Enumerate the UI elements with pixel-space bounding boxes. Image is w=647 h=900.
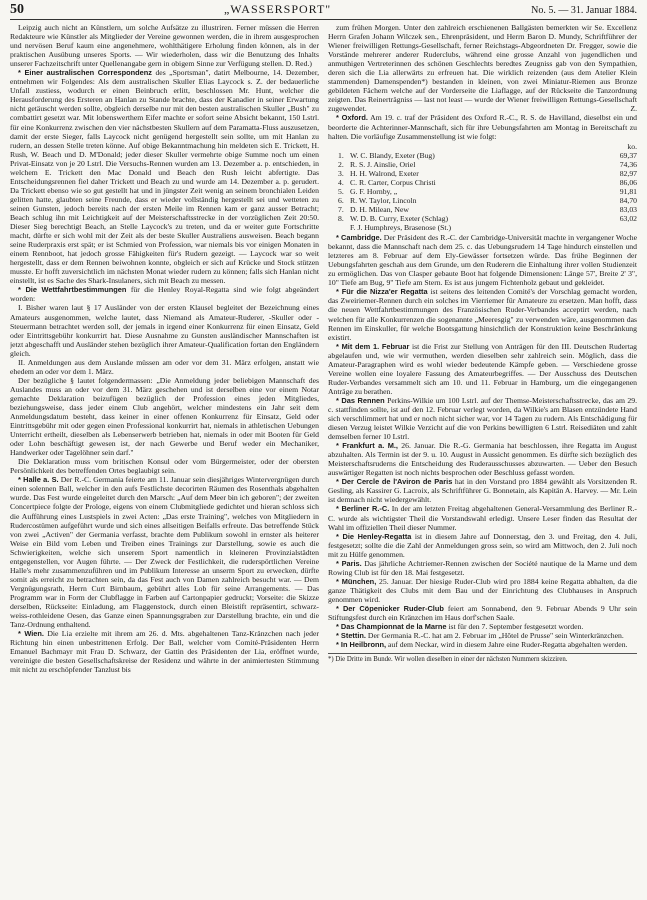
left-column [10,23,319,891]
crew-seat: 8. [338,213,344,223]
article-heading: * Halle a. S. [18,475,59,485]
crew-row [338,187,637,196]
article-text: ist die Frist zur Stellung von Anträgen für den III. Deutschen Rudertag abgelaufen und, wie wir vermuthen, werden dieselben sehr zahlreich sein. Möglich, dass die Amateur-Paragraphen wird es wohl wieder bedeutende Kämpfe geben. — Verschiedene grosse Vereine wollen eine loyalere Fassung des Amateurbegriffes. — Der Ausschuss des Deutschen Ruder-Verbandes versammelt sich am 10. und 11. Februar in Hamburg, um die eingegangenen Anträge zu berathen. [328,341,637,396]
crew-seat: 7. [338,204,344,214]
crew-seat: 3. [338,168,344,178]
article-heading: * Der Cercle de l'Aviron de Paris [336,477,453,487]
crew-seat: 5. [338,186,344,196]
crew-row [338,151,637,160]
crew-weight: 63,02 [619,213,637,223]
crew-seat: 1. [338,150,344,160]
article-heading: * Das Championnat de la Marne [336,622,447,632]
crew-row [338,178,637,187]
article-text: In der am letzten Freitag abgehaltenen General-Versammlung des Berliner R.-C. wurde als wichtigster Theil die Vorstandswahl erledigt. Unsere Leser finden das Resultat der Wahl im offiziellen Theil dieser Nummer. [328,504,637,532]
paragraph: Leipzig auch nicht an Künstlern, um solche Aufsätze zu illustriren. Ferner müssen die Herren Redakteure wie Künstler als Mitglieder der Vereine gewonnen werden, die in ihrem ausgesprochen und nervösen Beruf kaum eine angenehmere, wohlthätigere Erholung finden können, als in der praktischen Ausübung unseres Sports. — Wir wiederholen, dass wir die Benutzung des Inhalts unserer Fachzeitschrift unter Quellenangabe gern in obigem Sinne zur Verfügung stellen. D. Red.) [10,23,319,69]
article-rudertag [328,342,637,396]
article-text: Die Lia erzielte mit ihrem am 26. d. Mts. abgehaltenen Tanz-Kränzchen nach jeder Richtung hin einen unbestrittenen Erfolg. Der Ball, welcher vom Comité-Präsidenten Herrn Emanuel Bachmayr mit Frau D. Schwarz, der Gattin des Präsidenten der Lia, eröffnet wurde, vereinigte die besten Gesellschaftskreise der Residenz und währte in der animiertesten Stimmung mit nicht zu erschöpfender Tanzlust bis [10,629,319,675]
paragraph: Der bezügliche § lautet folgendermassen: „Die Anmeldung jeder beliebigen Mannschaft des Auslandes muss an oder vor dem 31. März geschehen und ist derselben eine vor einem Notar gemachte Deklaration beizufügen bezüglich der Profession eines jeden Mitgliedes, beziehungsweise, dass jeder einem Club angehört, welcher mindestens ein Jahr seit dem Anmeldungsdatum besteht, dass keiner in einer offenen Konkurrenz für Einsatz, Geld oder Eintrittsgebühr mit oder gegen einen Professional konkurrirt hat, niemals in athletischen Uebungen Unterricht ertheilt, dieselben als Lebenserwerb betrieben hat, niemals in oder mit Booten für Geld oder Lohn beschäftigt gewesen ist, der nach Gewerbe und Beruf weder ein Mechaniker, Handwerker oder Tagelöhner sein darf." [10,375,319,458]
article-heading: * Die Wettfahrtbestimmungen [18,285,127,295]
article-columns [10,23,637,891]
crew-name: R. W. Taylor, Lincoln [350,195,417,205]
crew-list [338,142,637,232]
crew-seat: 2. [338,159,344,169]
crew-weight: 83,03 [619,204,637,214]
paragraph: II. Anmeldungen aus dem Auslande müssen am oder vor dem 31. März erfolgen, anstatt wie ehedem an oder vor dem 1. März. [10,357,319,376]
article-heading: * Wien. [18,629,44,639]
article-coepenick [328,604,637,622]
article-wien [10,629,319,674]
article-text: hat in den Vorstand pro 1884 gewählt als Vorsitzenden R. Gesling, als Kassirer G. Lacroix, als Schriftführer G. Bonnetain, als Kapitän A. Harvey. — Mr. Lein ist demnach nicht wiedergewählt. [328,477,637,505]
article-text: zum frühen Morgen. Unter den zahlreich erschienenen Ballgästen bemerkten wir Se. Excellenz Herrn Grafen Johann Wilczek sen., Ehrenpräsident, und Herrn Baron D. Mundy, Schriftführer der Wiener freiwilligen Rettungs-Gesellschaft, ferner Reichstags-Abgeordneten Dr. Fregger, sowie die Vorstände mehrerer anderer Ruderclubs, während eine grosse Anzahl von jugendlichen und anmuthigen Vertreterinnen des schönen Geschlechts beredtes Zeugniss gab von den Sympathien, deren sich die Lia allerwärts zu erfreuen hat. Die wirklich reizenden (aus dem Atelier Klein stammenden) Damenspenden*) bestanden in kleinen, von zwei Miniatur-Riemen aus Bronze gebildeten Fächern welche auf der Vorderseite die Liaflagge, auf der Rückseite die Tanzordnung zeigten. Das Reinerträgniss — last not least — wurde der Wiener freiwilligen Rettungs-Gesellschaft zugewendet. [328,23,637,114]
crew-weight: 74,36 [619,159,637,169]
article-text: ist in diesem Jahre auf Donnerstag, den 3. und Freitag, den 4. Juli, festgesetzt; sollte die die Zahl der Anmeldungen gross sein, so wird am Mittwoch, den 2. Juli noch mit zu Hülfe genommen. [328,531,637,559]
weight-unit: ko. [627,141,637,151]
article-heading: * Cambridge. [336,233,382,243]
article-text: 25. Januar. Der hiesige Ruder-Club wird pro 1884 keine Regatta abhalten, da die ganze Thätigkeit des Clubs mit dem Bau und der Einrichtung des Clubhauses in Anspruch genommen wird. [328,576,637,604]
right-column [328,23,637,891]
crew-weight: 84,70 [619,195,637,205]
article-heading: * Das Rennen [336,395,385,405]
crew-name: W. C. Blandy, Exeter (Bug) [350,150,435,160]
crew-weight: 86,06 [619,177,637,187]
footnote: *) Die Dritte im Bunde. Wir wollen dieselben in einer der nächsten Nummern skizziren. [328,653,637,664]
page-header [10,2,637,20]
article-text: Der Germania R.-C. hat am 2. Februar im „Hôtel de Prusse" sein Winterkränzchen. [367,631,624,641]
article-heading: * Der Cöpenicker Ruder-Club [336,604,444,613]
article-cercle-paris [328,477,637,504]
article-heading: * Oxford. [336,113,368,123]
crew-weight: 82,97 [619,168,637,178]
article-text: Der R.-C. Germania feierte am 11. Januar sein diesjähriges Wintervergnügen durch einen solennen Ball, welcher in den aufs Festlichste decorirten Räumen des Rosenthals abgehalten wurde. Das Fest wurde eingeleitet durch den Marsch: „Auf dem Meer bin ich geboren"; der zweiten Concertpiece folgte der Prologe, eigens von einem Clubmitgliede gedichtet und hieran schloss sich die Aufführung eines Lustspiels in zwei Acten: „Das erste Training", welches von Mitgliedern in Rudercostümen aufgeführt wurde und sich eines allseitigen Beifalls erfreute. Das betreffende Stück von zwei „Activen" der Germania verfasst, brachte dem Publikum sowohl in ernster als heiterer Weise ein Bild vom Leben und Treiben eines Trainings zur Darstellung, sowie es auch die Schwierigkeiten, welche sich unserem Sport namentlich in kleineren Provinzialstädten entgegenstellen, vor Augen führte. — Der Zweck der Festlichkeit, die ruderspörtlichen Vereine Halle's mehr zusammenzuführen und im Publikum Interesse an unserm Sport zu erwecken, dürfte somit als erreicht zu betrachten sein, da das Fest auch von Damen zahlreich besucht war. — Dem Vergnügungsrath, Herrn Curt Birnbaum, gebührt alles Lob für seine Arrangements. — Das Programm war in Form der Clubflagge in Farben auf Cartonpapier gedruckt; Vorseite: die Skizze derselben, Rückseite: Einladung, am Flaggenstock, durch einen Bleistift repräsentirt, schwarz-weiss-rothleidene Oesen, das Ganze einen Spannungsgraben zur Darstellung brachte, ein und die Tanz-Ordnung enthaltend. [10,475,319,630]
article-marne [328,622,637,631]
crew-list-header [338,142,637,151]
article-henley-rules [10,285,319,303]
article-text: Das jährliche Achtriemer-Rennen zwischen der Société nautique de la Marne und dem Rowing Club ist für den 18. Mai festgesetzt. [328,558,637,577]
article-henley-regatta [328,532,637,559]
crew-seat: 6. [338,195,344,205]
article-heilbronn [328,640,637,649]
article-text: des „Sportsman", datirt Melbourne, 14. Dezember, entnehmen wir Folgendes: Als dem australischen Skuller Elias Laycock s. Z. der bedauerliche Unfall zustiess, wodurch er einen Beinbruch erlitt, beschlossen Mr. Hunt, welcher die Herausforderung des Ersteren an Hanlan zu Stande brachte, dass der Kanadier in seiner Erwartung nicht getäuscht werden sollte, obgleich derselbe nur mit den besten australischen Skuller „Bush" zu combattirt gesetzt war. Mit lobenswerthem Eifer machte er sofort seine Absicht bekannt, 150 Lstrl. für eine Konkurrenz zwischen den vier nächstbesten Skullern auf dem Paramatta-Fluss auszusetzen, damit der erste Sieger, falls Laycock nicht genügend hergestellt sein sollte, um mit Hanlan zu rudern, an dessen Stelle treten könne. Auf obige Bekanntmachung hin meldeten sich E. Trickett, H. Rush, W. Beach und D. M'Donald; jeder dieser Skuller vermehrte obige Summe noch um einen Privat-Einsatz von je 20 Lstrl. Die Versuchs-Rennen wurden am 13. Dezember a. p. entschieden, in welchem E. Trickett den Mac Donald und Beach den Rush leicht abfertigte. Das Entscheidungsrennen fiel daher Trickett und Beach zu und wurde am 14. Dezember a. p. gerudert. Da Trickett ebenso wie so gut gestellt hat und in jüngster Zeit wenig an seinem bronchialen Leiden gelitten hatte, glaubten seine Freunde, dass er wieder vollständig hergestellt sei und wetteten zu seinen Gunsten, jedoch bereits nach der ersten Meile im Rennen kam er ganz ausser Betracht; Beach schlug ihn mit Leichtigkeit auf der Meisterschaftsstrecke in der vorzüglichen Zeit 20:50. Dieser Sieg berechtigt Beach, an Stelle Laycock's zu treten, und da er weiter gute Fortschritte macht, dürfte er sich wohl mit der Zeit als der beste Skuller Australiens ausweisen. Beach begann seine Ruderpraxis erst spät; er ist Schmied von Profession, war niemals bis vor einigen Monaten in einem Rennboot, hat jedoch grosse Fähigkeiten für's Rudern gezeigt. — Laycock war so weit hergestellt, dass er dem Rennen beiwohnen konnte, obgleich er sich auf Krücke und Stock stützen musste. Er hofft zuversichtlich im nächsten Monat wieder rudern zu können; falls sich Hanlan nicht einstellt, ist es Sache des Shark-Insulaners, sich mit Beach zu messen. [10,68,319,286]
article-nizza [328,287,637,341]
article-text: Perkins-Wilkie um 100 Lstrl. auf der Themse-Meisterschaftsstrecke, das am 29. c. stattfinden sollte, ist auf den 12. Februar verlegt worden, da Wilkie's am Blasen entzündete Hand sich verschlimmert hat und er noch nicht sicher war, vor 14 Tagen zu rudern. Als Entschädigung für diesen Verzug leistet Wilkie Verzicht auf die von Perkins bewilligten 6 Lstrl. Reisediäten und zahlt demselben ferner 10 Lstrl. [328,395,637,442]
paragraph: Die Deklaration muss vom britischen Konsul oder vom Bürgermeister, oder der obersten Persönlichkeit des betreffenden Ortes beglaubigt sein. [10,457,319,476]
issue-info: No. 5. — 31. Januar 1884. [531,5,637,16]
crew-name: F. J. Humphreys, Brasenose (St.) [350,223,452,233]
article-text: feiert am Sonnabend, den 9. Februar Abends 9 Uhr sein Stiftungsfest durch ein Kränzchen im Haus dorf'schen Saale. [328,604,637,623]
crew-name: R. S. J. Ainslie, Oriel [350,159,416,169]
crew-name: D. H. Milean, New [350,204,409,214]
crew-seat: 4. [338,177,344,187]
paragraph [328,23,637,113]
crew-name: W. D. B. Curry, Exeter (Schlag) [350,213,449,223]
article-heading: * Frankfurt a. M., [336,441,398,451]
article-cambridge [328,233,637,287]
page-number: 50 [10,2,24,17]
article-heading: * Mit dem 1. Februar [336,341,410,351]
crew-row [338,205,637,214]
crew-name: C. R. Carter, Corpus Christi [350,177,436,187]
signature: Z. [630,104,637,114]
article-text: ist für den 7. September festgesetzt worden. [448,622,584,632]
article-heading: * Berliner R.-C. [336,504,390,514]
article-australia [10,68,319,285]
article-perkins-wilkie [328,396,637,441]
crew-name: H. H. Walrond, Exeter [350,168,419,178]
article-text: Der Präsident des R.-C. der Cambridge-Universität machte in vergangener Woche bekannt, dass die Mannschaft nach dem 25. c. das Uebungsrudern 14 Tage hindurch einstellen und letzteres am 8. Februar auf dem Ely-Gewässer fortsetzen würde. Das frühe Beginnen der Uebungsfahrten geschah aus dem Grunde, um den Ruderern die Einhaltung ihrer vollen Studienzeit zu ermöglichen. Das von Clasper gebaute Boot hat folgende Dimensionen: Länge 57', Breite 2' 3", 10" Tiefe am Bug, 9" Tiefe am Stern. Es ist aus jungem Fichtenholz gebaut und gekleidet. [328,233,637,288]
crew-row [338,223,637,232]
crew-row [338,169,637,178]
article-berliner-rc [328,504,637,531]
crew-weight: 69,37 [619,150,637,160]
crew-row [338,196,637,205]
crew-name: G. F. Hornby, „ [350,186,398,196]
article-heading: * In Heilbronn, [336,640,387,650]
article-heading: * Einer australischen Correspondenz [18,68,152,78]
article-muenchen [328,577,637,604]
paragraph: I. Bisher waren laut § 17 Ausländer von der ersten Klausel begleitet der Bezeichnung eines Amateurs ausgenommen, welche lautet, dass Niemand als Amateur-Ruderer, -Skuller oder -Steuermann betrachtet werden soll, der jemals in irgend einer Konkurrenz für einen Einsatz, Geld oder Eintrittsgebühr konkurrirt hat. Diese Ausnahme zu Gunsten ausländischer Mannschaften ist jetzt abgeschafft und Ausländer stehen bezüglich ihrer Amateur-Qualification fortan den Engländern gleich. [10,303,319,358]
article-text: für die Henley Royal-Regatta sind wie folgt abgeändert worden: [10,285,319,304]
crew-seat [338,223,350,232]
article-heading: * Für die Nizza'er Regatta [336,287,428,297]
article-heading: * München, [336,576,377,586]
article-stettin [328,631,637,640]
publication-title: „WASSERSPORT" [223,2,332,16]
article-halle [10,475,319,629]
crew-row [338,160,637,169]
article-text: auf dem Neckar, wird in diesem Jahre eine Ruder-Regatta abgehalten werden. [388,640,628,650]
article-text: ist seitens des leitenden Comité's der Vorschlag gemacht worden, das Zweiriemer-Rennen durch ein solches im Vierriemer für Amateure zu ersetzen. Man hofft, dass die neuen Wettfahrtbestimmungen des Französischen Ruder-Verbandes acceptirt werden, nach welchen für alle Konkurrenzen die sogenannte „Meeresgig" zu verwenden wäre, ausgenommen das Rennen im Einskuller, für welche Bootsgattung hinsichtlich der Konstruktion keine Beschränkung existirt. [328,287,637,342]
crew-weight [597,223,637,232]
article-text: Am 19. c. traf der Präsident des Oxford R.-C., R. S. de Havilland, dieselbst ein und beorderte die Achterinner-Mannschaft, sich für ihre Uebungsfahrten am Montag in Bereitschaft zu halten. Die vorläufige Zusammenstellung ist wie folgt: [328,113,637,141]
crew-weight: 91,81 [619,186,637,196]
article-oxford [328,113,637,140]
article-heading: * Die Henley-Regatta [336,531,412,541]
article-heading: * Stettin. [336,631,366,641]
article-frankfurt [328,441,637,477]
crew-row [338,214,637,223]
article-heading: * Paris. [336,558,362,568]
article-text: 26. Januar. Die R.-G. Germania hat beschlossen, ihre Regatta im August abzuhalten. Als Termin ist der 9. u. 10. August in Aussicht genommen. Es dürfte sich bezüglich des Meisterschaftsruderns die Entscheidung des Ruderausschusses abzuwarten. — Ueber den Besuch auswärtiger Regatten ist noch nichts besprochen oder Beschluss gefasst worden. [328,441,637,478]
article-paris [328,559,637,577]
